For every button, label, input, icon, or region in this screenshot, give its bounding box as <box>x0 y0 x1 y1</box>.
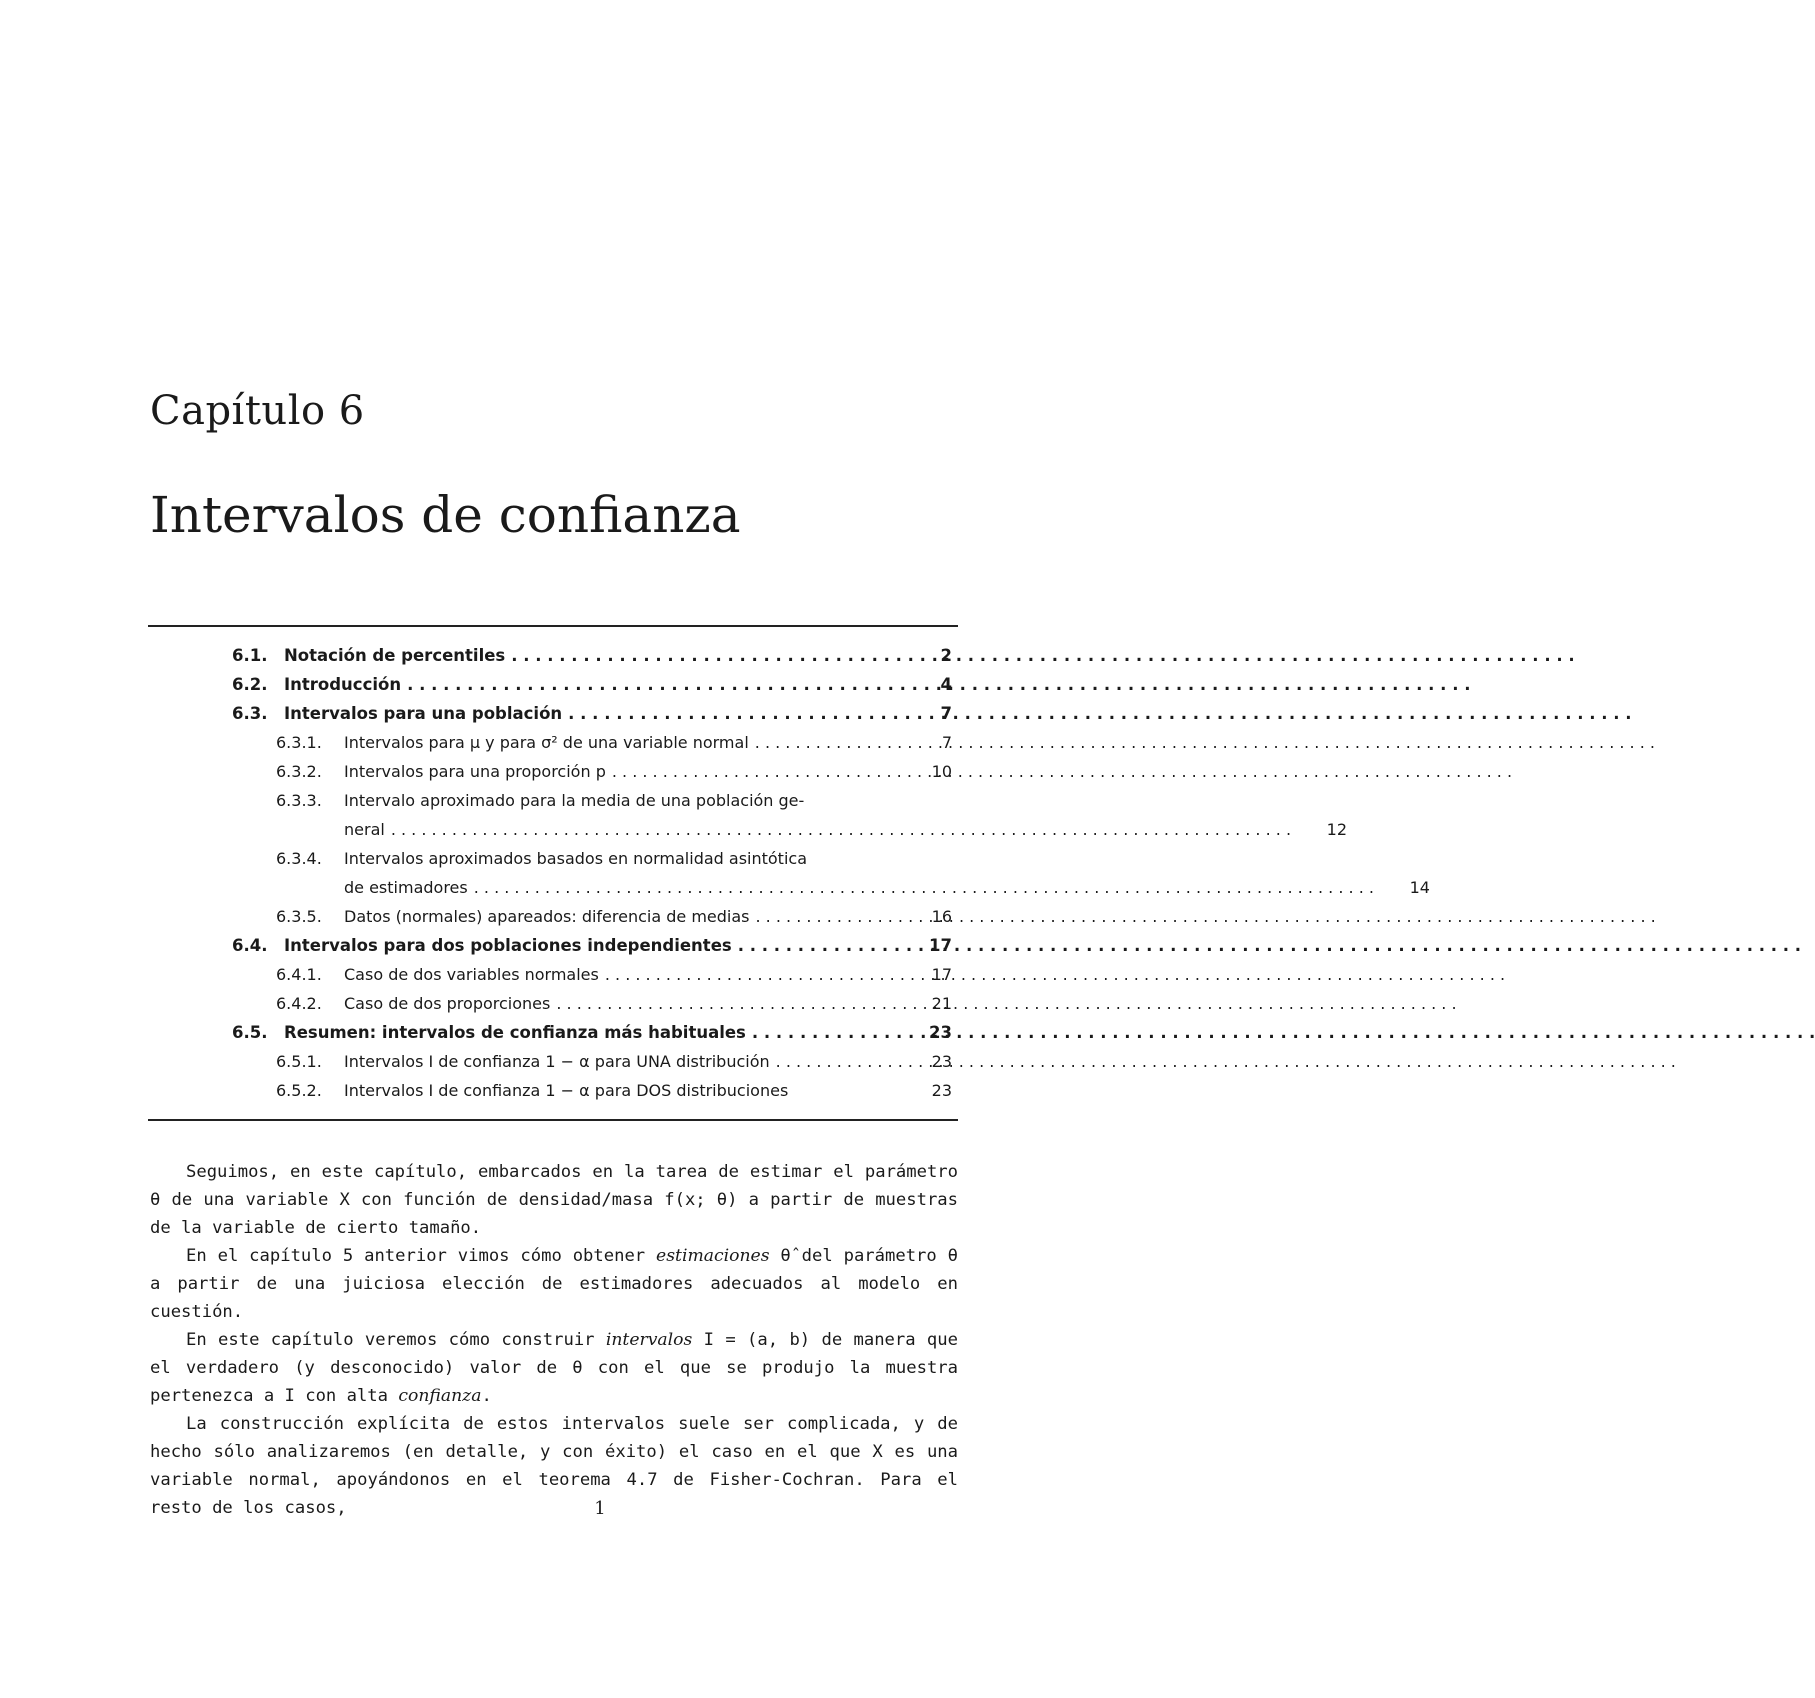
toc-page: 10 <box>931 762 952 781</box>
toc-entry[interactable] <box>148 728 958 757</box>
toc-number: 6.4. <box>232 936 268 955</box>
toc-page: 23 <box>931 1081 952 1100</box>
toc-title: Intervalos I de confianza 1 − α para DOS distribuciones <box>344 1081 789 1100</box>
emphasis: estimaciones <box>656 1246 770 1266</box>
toc-page: 12 <box>1326 820 1348 839</box>
emphasis: intervalos <box>605 1330 693 1350</box>
toc-entry[interactable] <box>148 1018 958 1047</box>
toc-title: Caso de dos variables normales <box>344 965 599 984</box>
toc-number: 6.3.4. <box>276 849 322 868</box>
toc-entry[interactable] <box>148 931 958 960</box>
chapter-title: Intervalos de confianza <box>150 486 741 544</box>
toc-title: Intervalos para una población <box>284 704 563 723</box>
toc-entry[interactable] <box>148 699 958 728</box>
toc-number: 6.3.3. <box>276 791 322 810</box>
toc-title: Resumen: intervalos de confianza más habituales <box>284 1023 746 1042</box>
paragraph: Seguimos, en este capítulo, embarcados en la tarea de estimar el parámetro θ de una variable X con función de densidad/masa f(x; θ) a partir de muestras de la variable de cierto tamaño. <box>150 1162 958 1238</box>
toc-entry[interactable] <box>148 989 958 1018</box>
body-text <box>150 1158 958 1522</box>
toc-page: 23 <box>929 1023 952 1042</box>
toc-title: Intervalos para μ y para σ² de una variable normal <box>344 733 749 752</box>
toc-title: Introducción <box>284 675 402 694</box>
toc-title: Datos (normales) apareados: diferencia de medias <box>344 907 750 926</box>
emphasis: confianza <box>398 1386 482 1406</box>
toc-title: Intervalos aproximados basados en normalidad asintótica <box>344 849 807 868</box>
toc-title: Intervalo aproximado para la media de una población ge- <box>344 791 805 810</box>
text-run: θ̂ del parámetro θ a partir de una juiciosa elección de estimadores adecuados al modelo en cuestión. <box>150 1246 958 1322</box>
toc-page: 17 <box>931 965 952 984</box>
text-run: En este capítulo veremos cómo construir <box>186 1330 606 1350</box>
toc-page: 14 <box>1409 878 1430 897</box>
chapter-label: Capítulo 6 <box>150 388 365 434</box>
toc-number: 6.5.1. <box>276 1052 322 1071</box>
text-run: En el capítulo 5 anterior vimos cómo obtener <box>186 1246 657 1266</box>
toc-entry[interactable] <box>148 786 1348 844</box>
toc-page: 2 <box>940 646 952 665</box>
toc-page: 7 <box>940 704 952 723</box>
paragraph <box>150 1242 958 1326</box>
toc-title: Caso de dos proporciones <box>344 994 551 1013</box>
toc-title: Intervalos para una proporción p <box>344 762 606 781</box>
toc-number: 6.4.2. <box>276 994 322 1013</box>
toc-number: 6.3.5. <box>276 907 322 926</box>
table-of-contents <box>148 625 1430 1121</box>
toc-entry[interactable] <box>148 670 958 699</box>
toc-title: Intervalos I de confianza 1 − α para UNA distribución <box>344 1052 770 1071</box>
toc-number: 6.1. <box>232 646 268 665</box>
toc-entry[interactable] <box>148 902 958 931</box>
toc-title: Notación de percentiles <box>284 646 506 665</box>
toc-number: 6.2. <box>232 675 268 694</box>
text-run: I = (a, b) de manera que el verdadero (y desconocido) valor de θ con el que se produjo la muestra pertenezca a I con alta <box>150 1330 958 1406</box>
toc-title-continued: de estimadores <box>344 878 468 897</box>
toc-number: 6.3.2. <box>276 762 322 781</box>
paragraph <box>150 1326 958 1410</box>
toc-entry[interactable] <box>148 844 1430 902</box>
toc-entry[interactable] <box>148 1047 958 1076</box>
toc-page: 21 <box>931 994 952 1013</box>
toc-number: 6.4.1. <box>276 965 322 984</box>
toc-number: 6.3. <box>232 704 268 723</box>
toc-entry[interactable] <box>148 757 958 786</box>
toc-page: 4 <box>940 675 952 694</box>
toc-entry[interactable] <box>148 960 958 989</box>
text-run: . <box>481 1386 492 1406</box>
toc-page: 17 <box>929 936 952 955</box>
toc-page: 23 <box>931 1052 952 1071</box>
toc-title: Intervalos para dos poblaciones independientes <box>284 936 732 955</box>
paragraph: La construcción explícita de estos intervalos suele ser complicada, y de hecho sólo analizaremos (en detalle, y con éxito) el caso en el que X es una variable normal, apoyándonos en el teorema 4.7 de Fisher-Cochran. Para el resto de los casos, <box>150 1414 958 1518</box>
toc-number: 6.3.1. <box>276 733 322 752</box>
page-number: 1 <box>594 1498 606 1519</box>
toc-number: 6.5.2. <box>276 1081 322 1100</box>
toc-number: 6.5. <box>232 1023 268 1042</box>
toc-page: 16 <box>931 907 952 926</box>
toc-title-continued: neral <box>344 820 385 839</box>
toc-entry[interactable] <box>148 641 958 670</box>
toc-page: 7 <box>941 733 952 752</box>
toc-entry[interactable] <box>148 1076 958 1105</box>
